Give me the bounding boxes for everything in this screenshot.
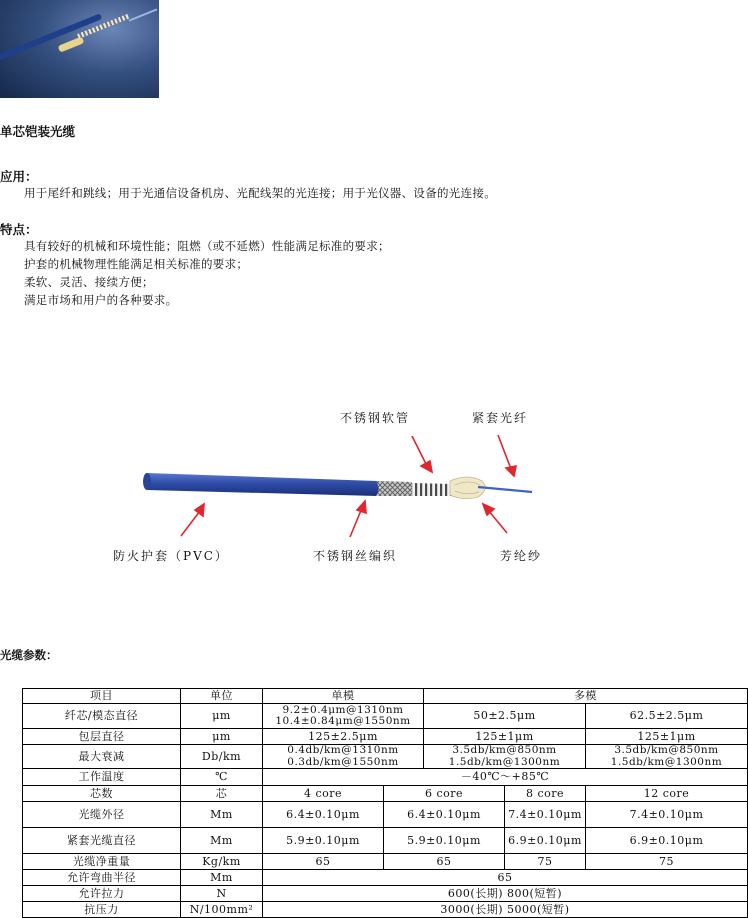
label-aramid: 芳纶纱 bbox=[500, 549, 543, 563]
table-row: 抗压力 N/100mm² 3000(长期) 5000(短暂) bbox=[23, 902, 748, 918]
fiber-shape bbox=[478, 487, 532, 492]
header-unit: 单位 bbox=[181, 689, 263, 704]
params-heading: 光缆参数： bbox=[0, 648, 58, 662]
header-item: 项目 bbox=[23, 689, 181, 704]
table-row: 允许拉力 N 600(长期) 800(短暂) bbox=[23, 886, 748, 902]
table-row: 紧套光缆直径 Mm 5.9±0.10μm 5.9±0.10μm 6.9±0.10μm 6.9±0.10μm bbox=[23, 828, 748, 854]
spec-table bbox=[22, 688, 748, 918]
table-row: 包层直径 μm 125±2.5μm 125±1μm 125±1μm bbox=[23, 729, 748, 745]
feature-line-2: 护套的机械物理性能满足相关标准的要求； bbox=[24, 257, 249, 271]
product-photo bbox=[0, 0, 159, 98]
jacket-shape bbox=[145, 473, 379, 496]
table-row: 最大衰减 Db/km 0.4db/km@1310nm 0.3db/km@1550nm 3.5db/km@850nm 1.5db/km@1300nm 3.5db/km@850nm 1.5db/km@1300nm bbox=[23, 745, 748, 769]
table-row: 光缆净重量 Kg/km 65 65 75 75 bbox=[23, 854, 748, 870]
label-steel-braid: 不锈钢丝编织 bbox=[313, 549, 398, 563]
application-heading: 应用： bbox=[0, 169, 38, 184]
label-stainless-tube: 不锈钢软管 bbox=[340, 411, 411, 425]
product-title: 单芯铠装光缆 bbox=[0, 124, 76, 139]
header-multi-mode: 多模 bbox=[424, 689, 748, 704]
table-row: 纤芯/模态直径 μm 9.2±0.4μm@1310nm 10.4±0.84μm@1550nm 50±2.5μm 62.5±2.5μm bbox=[23, 704, 748, 729]
label-tight-buffer: 紧套光纤 bbox=[472, 411, 529, 425]
feature-line-4: 满足市场和用户的各种要求。 bbox=[24, 293, 178, 307]
table-row: 工作温度 ℃ －40℃～+85℃ bbox=[23, 769, 748, 786]
braid-shape bbox=[376, 481, 412, 496]
application-text: 用于尾纤和跳线；用于光通信设备机房、光配线架的光连接；用于光仪器、设备的光连接。 bbox=[24, 186, 496, 200]
table-row: 光缆外径 Mm 6.4±0.10μm 6.4±0.10μm 7.4±0.10μm 7.4±0.10μm bbox=[23, 802, 748, 828]
header-single-mode: 单模 bbox=[263, 689, 424, 704]
feature-line-1: 具有较好的机械和环境性能；阻燃（或不延燃）性能满足标准的要求； bbox=[24, 239, 390, 253]
feature-line-3: 柔软、灵活、接续方便； bbox=[24, 275, 154, 289]
cable-structure-diagram bbox=[0, 395, 748, 570]
spring-shape bbox=[412, 483, 452, 496]
table-header-row bbox=[23, 689, 748, 704]
table-row: 芯数 芯 4 core 6 core 8 core 12 core bbox=[23, 786, 748, 802]
features-heading: 特点： bbox=[0, 222, 38, 237]
label-pvc-jacket: 防火护套（PVC） bbox=[113, 549, 229, 563]
table-row: 允许弯曲半径 Mm 65 bbox=[23, 870, 748, 886]
